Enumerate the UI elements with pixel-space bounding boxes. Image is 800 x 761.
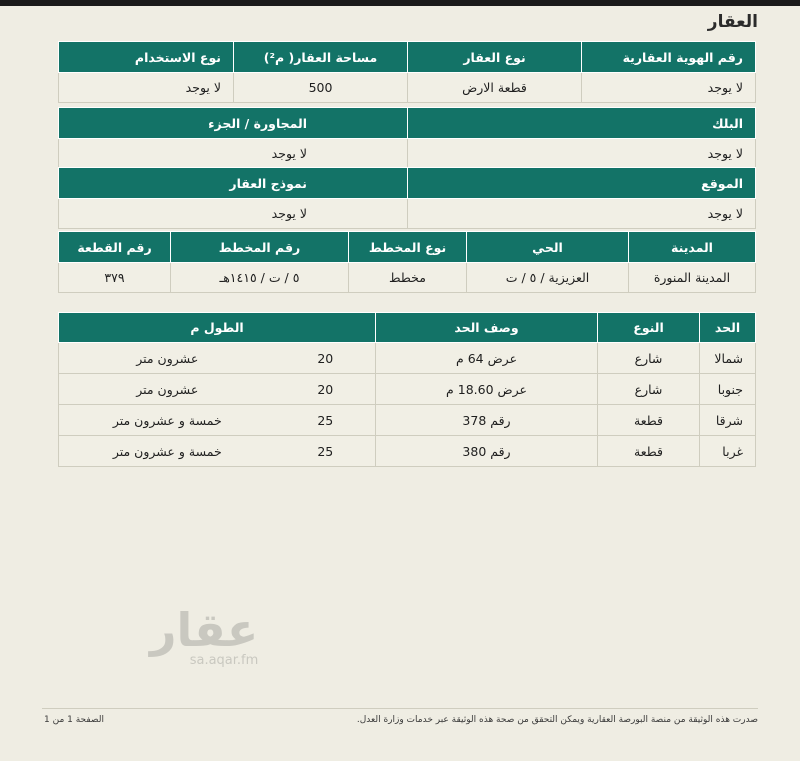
block-table [58,107,756,169]
cell-type: قطعة [598,436,700,467]
header-plot-number: رقم القطعة [59,232,171,263]
header-boundary-type: النوع [598,313,700,343]
footer-divider [42,708,758,709]
footer-note: صدرت هذه الوثيقة من منصة البورصة العقارية ويمكن التحقق من صحة هذه الوثيقة عبر خدمات وزارة العدل. [356,715,758,725]
cell-desc: رقم 378 [376,405,598,436]
header-boundary-desc: وصف الحد [376,313,598,343]
boundaries-table [58,312,756,467]
table-row [59,343,756,374]
header-location: الموقع [408,168,756,199]
table-row [59,436,756,467]
value-block: لا يوجد [408,139,756,169]
table-header-row [59,42,756,73]
header-property-area: مساحة العقار( م²) [234,42,408,73]
aqar-logo: عقار [150,603,259,657]
table-row [59,139,756,169]
table-row [59,263,756,293]
value-city: المدينة المنورة [629,263,756,293]
cell-type: شارع [598,374,700,405]
cell-length: 25 [276,405,376,436]
table-header-row [59,168,756,199]
header-plan-type: نوع المخطط [349,232,467,263]
property-table [58,41,756,103]
cell-length-words: عشرون متر [59,343,276,374]
cell-length-words: عشرون متر [59,374,276,405]
cell-length-words: خمسة و عشرون متر [59,405,276,436]
header-district: الحي [467,232,629,263]
cell-type: شارع [598,343,700,374]
cell-side: شرقا [700,405,756,436]
value-usage-type: لا يوجد [59,73,234,103]
table-header-row [59,313,756,343]
cell-desc: رقم 380 [376,436,598,467]
cell-length-words: خمسة و عشرون متر [59,436,276,467]
value-property-area: 500 [234,73,408,103]
table-header-row [59,108,756,139]
header-property-id: رقم الهوية العقارية [582,42,756,73]
table-row [59,374,756,405]
section-title: العقار [707,12,758,32]
table-row [59,199,756,229]
cell-length: 20 [276,343,376,374]
value-location: لا يوجد [408,199,756,229]
plan-table [58,231,756,293]
header-city: المدينة [629,232,756,263]
location-table [58,167,756,229]
cell-length: 25 [276,436,376,467]
value-district: العزيزية / ٥ / ت [467,263,629,293]
cell-side: جنوبا [700,374,756,405]
header-plan-number: رقم المخطط [171,232,349,263]
header-property-model: نموذج العقار [59,168,408,199]
table-header-row [59,232,756,263]
header-neighborhood-part: المجاورة / الجزء [59,108,408,139]
cell-length: 20 [276,374,376,405]
header-block: البلك [408,108,756,139]
cell-desc: عرض 64 م [376,343,598,374]
cell-side: شمالا [700,343,756,374]
header-side: الحد [700,313,756,343]
page-number: الصفحة 1 من 1 [44,715,104,725]
cell-desc: عرض 18.60 م [376,374,598,405]
value-property-model: لا يوجد [59,199,408,229]
header-usage-type: نوع الاستخدام [59,42,234,73]
aqar-url: sa.aqar.fm [189,653,259,668]
header-property-type: نوع العقار [408,42,582,73]
cell-type: قطعة [598,405,700,436]
value-neighborhood-part: لا يوجد [59,139,408,169]
value-property-id: لا يوجد [582,73,756,103]
table-row [59,73,756,103]
value-plan-number: ٥ / ت / ١٤١٥هـ [171,263,349,293]
value-property-type: قطعة الارض [408,73,582,103]
aqar-watermark [150,603,258,668]
table-row [59,405,756,436]
header-length: الطول م [59,313,376,343]
value-plan-type: مخطط [349,263,467,293]
value-plot-number: ٣٧٩ [59,263,171,293]
cell-side: غربا [700,436,756,467]
